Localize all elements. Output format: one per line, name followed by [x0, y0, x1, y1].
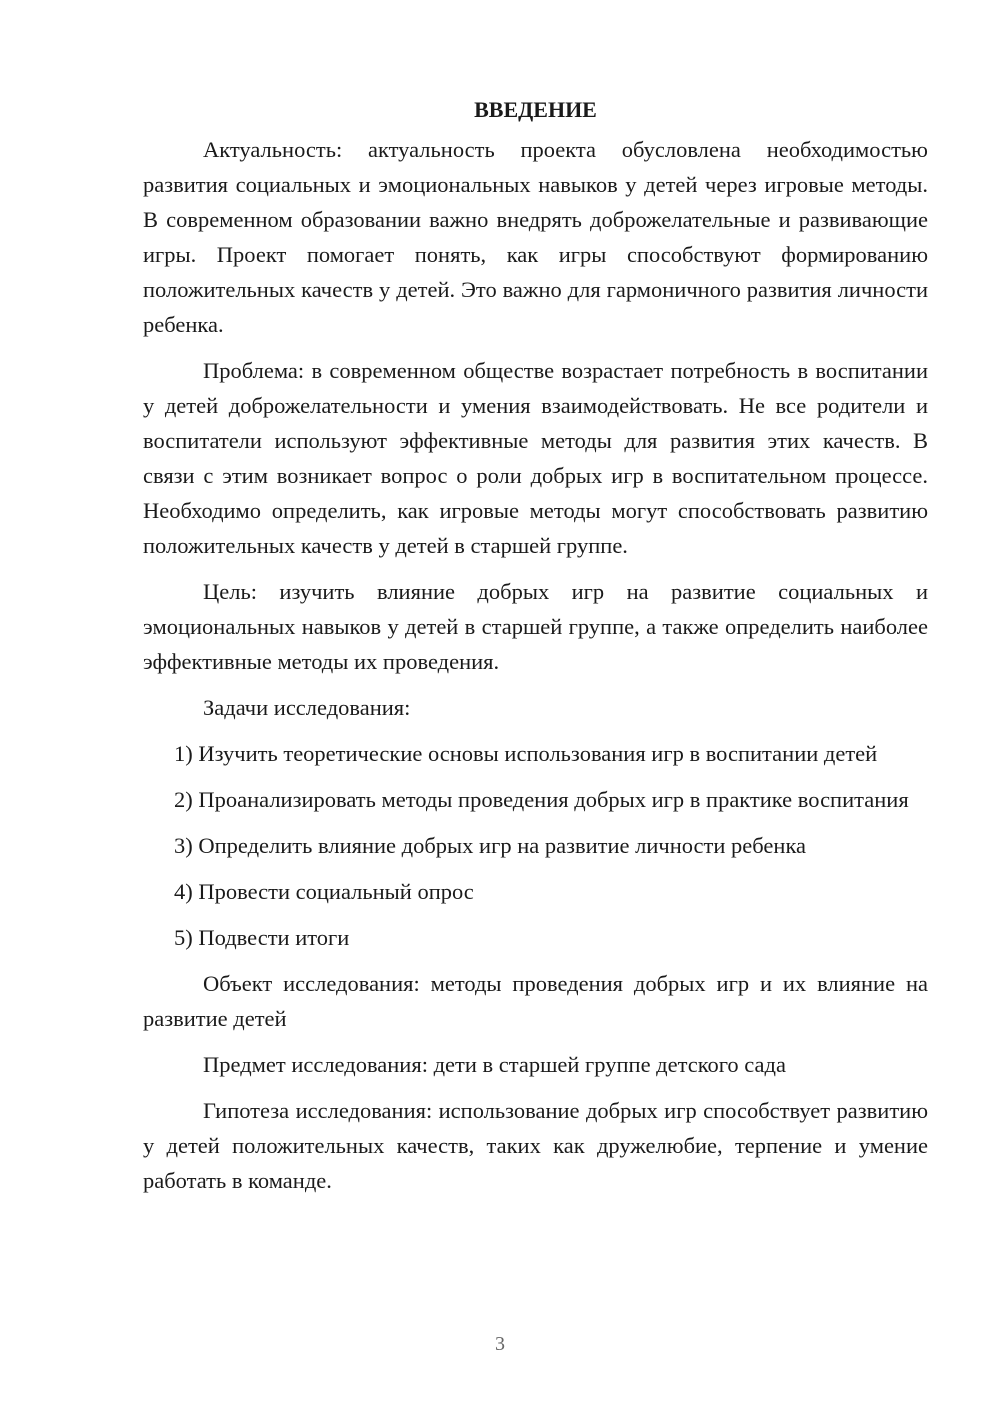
paragraph-relevance: Актуальность: актуальность проекта обусловлена необходимостью развития социальных и эмоциональных навыков у детей через игровые методы. В современном образовании важно внедрять доброжелательные и развивающие игры. Проект помогает понять, как игры способствуют формированию положительных качеств у детей. Это важно для гармоничного развития личности ребенка. [143, 137, 928, 337]
paragraph-goal: Цель: изучить влияние добрых игр на развитие социальных и эмоциональных навыков у детей в старшей группе, а также определить наиболее эффективные методы их проведения. [143, 579, 928, 674]
task-item: 5) Подвести итоги [174, 925, 350, 950]
page-number: 3 [495, 1333, 505, 1355]
tasks-list [143, 736, 928, 955]
task-item: 3) Определить влияние добрых игр на развитие личности ребенка [174, 833, 807, 858]
paragraph-problem: Проблема: в современном обществе возрастает потребность в воспитании у детей доброжелательности и умения взаимодействовать. Не все родители и воспитатели используют эффективные методы для развития этих качеств. В связи с этим возникает вопрос о роли добрых игр в воспитательном процессе. Необходимо определить, как игровые методы могут способствовать развитию положительных качеств у детей в старшей группе. [143, 358, 928, 558]
page-content [143, 96, 928, 1198]
paragraph-object: Объект исследования: методы проведения добрых игр и их влияние на развитие детей [143, 971, 928, 1031]
paragraph-hypothesis: Гипотеза исследования: использование добрых игр способствует развитию у детей положительных качеств, таких как дружелюбие, терпение и умение работать в команде. [143, 1098, 928, 1193]
task-item: 2) Проанализировать методы проведения добрых игр в практике воспитания [174, 787, 909, 812]
paragraph-subject: Предмет исследования: дети в старшей группе детского сада [203, 1052, 786, 1077]
tasks-heading: Задачи исследования: [203, 695, 411, 720]
section-title: ВВЕДЕНИЕ [474, 97, 597, 122]
task-item: 4) Провести социальный опрос [174, 879, 474, 904]
task-item: 1) Изучить теоретические основы использования игр в воспитании детей [174, 741, 878, 766]
